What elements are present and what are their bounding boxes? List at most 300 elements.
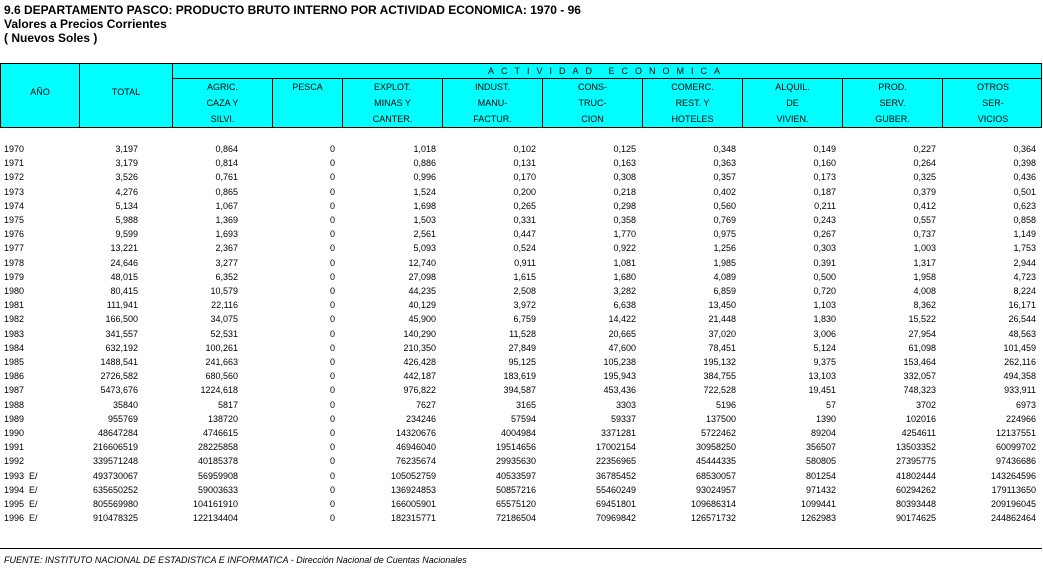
header-column-4-line-2: MANU- — [477, 98, 508, 108]
cell-year: 1972 — [4, 172, 25, 183]
cell-value: 801254 — [805, 470, 836, 481]
cell-value: 0,131 — [513, 158, 536, 169]
cell-year: 1993 E/ — [4, 470, 38, 481]
cell-value: 6973 — [1015, 399, 1036, 410]
table-row — [0, 228, 1043, 241]
cell-value: 14320676 — [395, 428, 436, 438]
cell-year: 1980 — [4, 286, 25, 296]
cell-value: 41802444 — [895, 470, 936, 481]
cell-value: 0 — [329, 484, 335, 495]
cell-value: 0,436 — [1013, 172, 1036, 183]
cell-value: 0 — [329, 428, 335, 438]
cell-value: 1,698 — [413, 200, 436, 211]
cell-value: 57594 — [510, 413, 536, 424]
cell-year: 1991 — [4, 442, 25, 453]
header-column-8-line-1: PROD. — [878, 82, 907, 92]
cell-value: 933,911 — [1004, 385, 1036, 396]
cell-value: 0,243 — [813, 215, 836, 225]
cell-value: 182315771 — [390, 513, 436, 524]
cell-value: 356507 — [805, 442, 836, 453]
cell-value: 37,020 — [708, 328, 736, 339]
cell-value: 122134404 — [192, 513, 238, 524]
cell-value: 0,814 — [215, 158, 238, 169]
cell-value: 183,619 — [503, 371, 536, 382]
cell-value: 0 — [329, 144, 335, 154]
title-line-3: ( Nuevos Soles ) — [4, 31, 98, 45]
table-row — [0, 342, 1043, 355]
cell-value: 6,352 — [215, 271, 238, 282]
cell-value: 13,450 — [708, 300, 736, 311]
cell-value: 0,218 — [613, 186, 636, 197]
cell-value: 34,075 — [210, 314, 238, 325]
table-row — [0, 257, 1043, 270]
cell-value: 0 — [329, 215, 335, 225]
cell-value: 1,067 — [215, 200, 238, 211]
cell-value: 0,858 — [1013, 215, 1036, 225]
cell-value: 3,197 — [115, 144, 138, 154]
cell-value: 78,451 — [708, 342, 736, 353]
cell-value: 0,922 — [613, 243, 636, 254]
header-column-6-line-3: HOTELES — [671, 114, 714, 124]
cell-value: 14,422 — [608, 314, 636, 325]
cell-value: 70969842 — [595, 513, 636, 524]
cell-value: 0 — [329, 357, 335, 367]
cell-value: 97436686 — [995, 456, 1036, 467]
cell-value: 0 — [329, 442, 335, 453]
cell-value: 4,089 — [713, 271, 736, 282]
cell-value: 0,187 — [813, 186, 836, 197]
header-column-5-line-1: CONS- — [578, 82, 607, 92]
cell-year: 1983 — [4, 328, 25, 339]
header-column-1-line-1: AGRIC. — [206, 82, 238, 92]
cell-value: 1,958 — [913, 271, 936, 282]
cell-value: 5,988 — [115, 215, 138, 225]
cell-value: 0,303 — [813, 243, 836, 254]
cell-value: 262,116 — [1004, 357, 1036, 367]
data-table — [0, 63, 1043, 524]
cell-value: 0 — [329, 229, 335, 240]
header-column-3-line-3: CANTER. — [372, 114, 413, 124]
cell-value: 28225858 — [197, 442, 238, 453]
title-line-2: Valores a Precios Corrientes — [4, 17, 167, 31]
cell-value: 5817 — [217, 399, 238, 410]
cell-value: 722,528 — [703, 385, 736, 396]
cell-value: 0,211 — [814, 200, 836, 211]
cell-value: 1,149 — [1013, 229, 1036, 240]
header-column-1-line-3: SILVI. — [210, 114, 235, 124]
cell-value: 0,402 — [713, 186, 736, 197]
cell-value: 5473,676 — [100, 385, 138, 396]
header-group: ACTIVIDAD ECONOMICA — [172, 64, 1042, 79]
header-total — [79, 64, 172, 127]
cell-value: 80,415 — [110, 286, 138, 296]
cell-value: 9,375 — [813, 357, 836, 367]
cell-value: 4,008 — [913, 286, 936, 296]
cell-year: 1970 — [4, 144, 25, 154]
cell-value: 45,900 — [408, 314, 436, 325]
cell-value: 3371281 — [600, 428, 636, 438]
table-row — [0, 484, 1043, 497]
cell-value: 140,290 — [403, 328, 436, 339]
cell-value: 0,331 — [513, 215, 536, 225]
cell-value: 0,911 — [514, 257, 536, 268]
cell-value: 10,579 — [210, 286, 238, 296]
header-column-9-line-2: SER- — [982, 98, 1004, 108]
cell-value: 0,170 — [513, 172, 536, 183]
cell-value: 195,943 — [603, 371, 636, 382]
cell-value: 13503352 — [895, 442, 936, 453]
cell-value: 3165 — [515, 399, 536, 410]
cell-value: 143264596 — [990, 470, 1036, 481]
cell-value: 0,102 — [513, 144, 536, 154]
header-column-1-line-2: CAZA Y — [206, 98, 239, 108]
cell-value: 0,391 — [813, 257, 836, 268]
cell-value: 494,358 — [1003, 371, 1036, 382]
cell-value: 426,428 — [403, 357, 436, 367]
cell-value: 339571248 — [92, 456, 138, 467]
cell-value: 19514656 — [495, 442, 536, 453]
cell-value: 1,753 — [1013, 243, 1036, 254]
cell-value: 12,740 — [408, 257, 436, 268]
cell-year: 1995 E/ — [4, 499, 38, 509]
cell-value: 0 — [329, 158, 335, 169]
cell-year: 1985 — [4, 357, 25, 367]
header-column-3-line-1: EXPLOT. — [373, 82, 411, 92]
cell-value: 216606519 — [92, 442, 138, 453]
cell-value: 22,116 — [211, 300, 238, 311]
cell-value: 2,367 — [215, 243, 238, 254]
cell-value: 0,227 — [913, 144, 936, 154]
cell-value: 1,003 — [913, 243, 936, 254]
cell-value: 1,503 — [413, 215, 436, 225]
table-row — [0, 498, 1043, 511]
cell-value: 60294262 — [895, 484, 936, 495]
table-row — [0, 285, 1043, 298]
cell-value: 76235674 — [395, 456, 436, 467]
cell-value: 0,363 — [713, 158, 736, 169]
cell-year: 1981 — [4, 300, 25, 311]
cell-value: 93024957 — [695, 484, 736, 495]
cell-year: 1982 — [4, 314, 25, 325]
cell-value: 46946040 — [395, 442, 436, 453]
cell-value: 0 — [329, 300, 335, 311]
cell-value: 0,173 — [813, 172, 836, 183]
cell-value: 69451801 — [595, 499, 636, 509]
cell-value: 0,264 — [913, 158, 936, 169]
cell-value: 3,282 — [613, 286, 636, 296]
cell-value: 332,057 — [903, 371, 936, 382]
cell-value: 2,508 — [513, 286, 536, 296]
cell-value: 15,522 — [908, 314, 936, 325]
cell-value: 0 — [329, 499, 335, 509]
cell-value: 1,103 — [813, 300, 836, 311]
cell-value: 8,362 — [913, 300, 936, 311]
cell-year: 1977 — [4, 243, 25, 254]
cell-value: 90174625 — [895, 513, 936, 524]
cell-value: 1,256 — [713, 243, 736, 254]
cell-value: 5,093 — [413, 243, 436, 254]
cell-value: 394,587 — [503, 385, 536, 396]
cell-year: 1989 — [4, 413, 25, 424]
cell-value: 6,638 — [613, 300, 636, 311]
cell-value: 102016 — [905, 413, 936, 424]
header-column-7-line-3: VIVIEN. — [776, 114, 809, 124]
cell-value: 11,528 — [509, 328, 536, 339]
cell-value: 0,364 — [1013, 144, 1036, 154]
cell-value: 2,561 — [413, 229, 436, 240]
cell-value: 0,163 — [613, 158, 636, 169]
cell-value: 0,325 — [913, 172, 936, 183]
header-year-label: AÑO — [30, 87, 50, 97]
cell-value: 0,357 — [713, 172, 736, 183]
table-row — [0, 143, 1043, 156]
cell-value: 0,358 — [613, 215, 636, 225]
cell-value: 59337 — [610, 413, 636, 424]
cell-value: 224966 — [1005, 413, 1036, 424]
cell-year: 1971 — [4, 158, 25, 169]
cell-value: 95,125 — [508, 357, 536, 367]
cell-value: 1,615 — [513, 271, 536, 282]
cell-value: 3,526 — [115, 172, 138, 183]
cell-value: 105052759 — [390, 470, 436, 481]
cell-value: 1,369 — [215, 215, 238, 225]
header-column-4-line-3: FACTUR. — [473, 114, 512, 124]
cell-value: 234246 — [405, 413, 436, 424]
cell-value: 0 — [329, 371, 335, 382]
cell-value: 0 — [329, 413, 335, 424]
table-row — [0, 384, 1043, 397]
cell-value: 1,830 — [813, 314, 836, 325]
footer-divider — [0, 548, 1042, 549]
source-note: FUENTE: INSTITUTO NACIONAL DE ESTADISTICA E INFORMATICA - Dirección Nacional de Cuentas Nacionales — [4, 555, 467, 565]
cell-value: 0 — [329, 243, 335, 254]
cell-value: 138720 — [207, 413, 238, 424]
cell-value: 57 — [825, 399, 836, 410]
table-row — [0, 399, 1043, 412]
cell-value: 13,221 — [110, 243, 138, 254]
cell-value: 1390 — [815, 413, 836, 424]
header-column-2-line-2: PESCA — [292, 82, 323, 92]
header-column-7 — [742, 79, 842, 127]
cell-value: 1,317 — [913, 257, 936, 268]
cell-value: 5196 — [715, 399, 736, 410]
cell-value: 1,680 — [613, 271, 636, 282]
cell-year: 1974 — [4, 200, 25, 211]
header-column-1 — [172, 79, 272, 127]
cell-value: 9,599 — [115, 229, 138, 240]
cell-value: 3,277 — [215, 257, 238, 268]
cell-value: 384,755 — [703, 371, 736, 382]
cell-value: 0,125 — [613, 144, 636, 154]
cell-value: 0,720 — [813, 286, 836, 296]
cell-value: 0,379 — [913, 186, 936, 197]
cell-year: 1986 — [4, 371, 25, 382]
table-header — [0, 63, 1042, 128]
table-row — [0, 370, 1043, 383]
cell-value: 40185378 — [197, 456, 238, 467]
cell-value: 3,179 — [115, 158, 138, 169]
cell-value: 19,451 — [808, 385, 836, 396]
cell-value: 0,160 — [813, 158, 836, 169]
cell-value: 4,723 — [1013, 271, 1036, 282]
header-year — [1, 64, 79, 127]
cell-value: 6,859 — [713, 286, 736, 296]
cell-value: 1,018 — [413, 144, 436, 154]
cell-value: 1,081 — [613, 257, 636, 268]
header-column-6-line-1: COMERC. — [671, 82, 714, 92]
table-row — [0, 214, 1043, 227]
cell-value: 1488,541 — [100, 357, 138, 367]
cell-value: 0,398 — [1013, 158, 1036, 169]
cell-year: 1979 — [4, 271, 25, 282]
cell-value: 166005901 — [390, 499, 436, 509]
table-row — [0, 242, 1043, 255]
cell-value: 0,200 — [513, 186, 536, 197]
cell-value: 1224,618 — [200, 385, 238, 396]
cell-value: 80393448 — [895, 499, 936, 509]
cell-value: 5722462 — [700, 428, 736, 438]
table-row — [0, 328, 1043, 341]
header-column-8 — [842, 79, 942, 127]
cell-value: 0,501 — [1013, 186, 1036, 197]
cell-value: 13,103 — [808, 371, 836, 382]
cell-value: 0,975 — [713, 229, 736, 240]
table-row — [0, 299, 1043, 312]
table-row — [0, 413, 1043, 426]
cell-value: 136924853 — [390, 484, 436, 495]
cell-value: 59003633 — [197, 484, 238, 495]
cell-value: 17002154 — [595, 442, 636, 453]
cell-value: 955769 — [107, 413, 138, 424]
table-row — [0, 271, 1043, 284]
cell-value: 0,996 — [413, 172, 436, 183]
cell-value: 632,192 — [105, 342, 138, 353]
cell-value: 748,323 — [903, 385, 936, 396]
cell-value: 100,261 — [205, 342, 238, 353]
title-line-1: 9.6 DEPARTAMENTO PASCO: PRODUCTO BRUTO INTERNO POR ACTIVIDAD ECONOMICA: 1970 - 96 — [4, 3, 581, 17]
header-column-5-line-3: CION — [581, 114, 604, 124]
cell-value: 27,098 — [408, 271, 436, 282]
cell-value: 910478325 — [92, 513, 138, 524]
cell-year: 1984 — [4, 342, 25, 353]
cell-value: 0,265 — [513, 200, 536, 211]
cell-value: 4004984 — [500, 428, 536, 438]
header-column-7-line-1: ALQUIL. — [775, 82, 810, 92]
cell-value: 1,693 — [215, 229, 238, 240]
cell-value: 442,187 — [403, 371, 436, 382]
cell-value: 0 — [329, 328, 335, 339]
cell-value: 27,849 — [508, 342, 536, 353]
cell-value: 56959908 — [197, 470, 238, 481]
cell-value: 137500 — [705, 413, 736, 424]
cell-value: 493730067 — [92, 470, 138, 481]
header-column-8-line-3: GUBER. — [875, 114, 910, 124]
cell-value: 4254611 — [901, 428, 936, 438]
cell-value: 244862464 — [990, 513, 1036, 524]
cell-value: 0,308 — [613, 172, 636, 183]
table-row — [0, 171, 1043, 184]
cell-value: 68530057 — [695, 470, 736, 481]
cell-value: 635650252 — [92, 484, 138, 495]
cell-value: 805569980 — [92, 499, 138, 509]
cell-value: 453,436 — [603, 385, 636, 396]
cell-value: 61,098 — [908, 342, 936, 353]
table-row — [0, 427, 1043, 440]
cell-value: 0,864 — [215, 144, 238, 154]
cell-value: 0,298 — [613, 200, 636, 211]
header-column-7-line-2: DE — [786, 98, 799, 108]
cell-value: 179113650 — [991, 484, 1036, 495]
cell-value: 971432 — [805, 484, 836, 495]
cell-value: 0,412 — [913, 200, 936, 211]
cell-value: 36785452 — [595, 470, 636, 481]
table-row — [0, 200, 1043, 213]
cell-value: 1099441 — [800, 499, 836, 509]
table-row — [0, 313, 1043, 326]
cell-value: 0,560 — [713, 200, 736, 211]
header-column-3 — [342, 79, 442, 127]
cell-value: 2,944 — [1013, 257, 1036, 268]
cell-value: 680,560 — [205, 371, 238, 382]
table-row — [0, 470, 1043, 483]
cell-value: 105,238 — [603, 357, 636, 367]
header-column-2 — [272, 79, 342, 127]
cell-value: 0 — [329, 399, 335, 410]
header-column-4-line-1: INDUST. — [474, 82, 510, 92]
cell-value: 976,822 — [403, 385, 436, 396]
cell-value: 50857216 — [495, 484, 536, 495]
cell-year: 1987 — [4, 385, 25, 396]
cell-value: 0,557 — [913, 215, 936, 225]
cell-value: 101,459 — [1003, 342, 1036, 353]
table-row — [0, 356, 1043, 369]
cell-value: 1,770 — [613, 229, 636, 240]
table-row — [0, 186, 1043, 199]
cell-value: 0,500 — [813, 271, 836, 282]
cell-value: 166,500 — [105, 314, 138, 325]
cell-value: 0,761 — [215, 172, 238, 183]
cell-value: 111,941 — [106, 300, 138, 311]
cell-value: 580805 — [805, 456, 836, 467]
title-block — [4, 3, 581, 45]
cell-value: 195,132 — [703, 357, 736, 367]
cell-value: 24,646 — [110, 257, 138, 268]
cell-value: 0 — [329, 385, 335, 396]
cell-value: 0,149 — [813, 144, 836, 154]
cell-year: 1988 — [4, 399, 25, 410]
cell-value: 4,276 — [115, 186, 138, 197]
cell-value: 12137551 — [995, 428, 1036, 438]
cell-value: 2726,582 — [100, 371, 138, 382]
cell-value: 16,171 — [1008, 300, 1036, 311]
header-column-4 — [442, 79, 542, 127]
header-column-3-line-2: MINAS Y — [374, 98, 411, 108]
header-column-6 — [642, 79, 742, 127]
header-column-9-line-3: VICIOS — [977, 114, 1009, 124]
cell-value: 1262983 — [800, 513, 836, 524]
cell-value: 0,737 — [913, 229, 936, 240]
cell-value: 55460249 — [595, 484, 636, 495]
cell-value: 3,972 — [513, 300, 536, 311]
cell-value: 0 — [329, 314, 335, 325]
cell-value: 5,134 — [115, 200, 138, 211]
cell-value: 1,524 — [413, 186, 436, 197]
cell-value: 72186504 — [495, 513, 536, 524]
cell-value: 35840 — [112, 399, 138, 410]
cell-value: 22356965 — [595, 456, 636, 467]
cell-value: 341,557 — [105, 328, 138, 339]
cell-value: 27,954 — [908, 328, 936, 339]
